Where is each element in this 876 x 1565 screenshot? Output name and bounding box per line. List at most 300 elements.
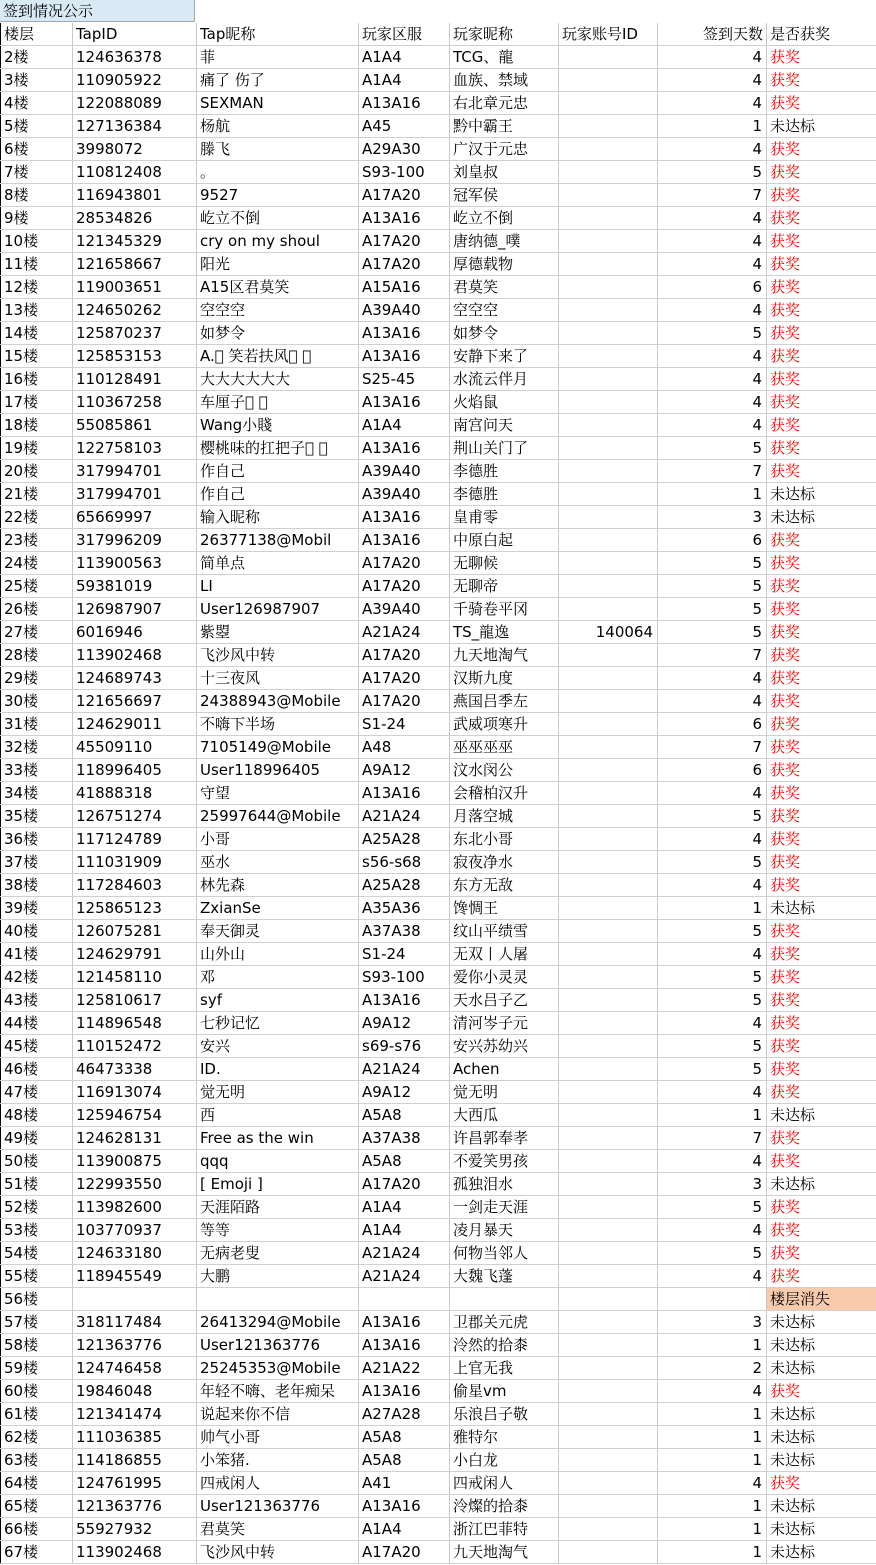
cell-account-id[interactable] bbox=[559, 1541, 658, 1564]
cell-player-nickname[interactable]: 汶水闵公 bbox=[450, 759, 559, 782]
cell-player-nickname[interactable]: 大魏飞蓬 bbox=[450, 1265, 559, 1288]
cell-server[interactable]: A17A20 bbox=[359, 690, 450, 713]
cell-award-status[interactable]: 获奖 bbox=[767, 1472, 876, 1495]
cell-tap-id[interactable]: 124629791 bbox=[73, 943, 197, 966]
cell-signin-days[interactable]: 5 bbox=[658, 805, 767, 828]
cell-tap-id[interactable]: 111036385 bbox=[73, 1426, 197, 1449]
cell-server[interactable]: A13A16 bbox=[359, 1495, 450, 1518]
cell-player-nickname[interactable]: 月落空城 bbox=[450, 805, 559, 828]
cell-player-nickname[interactable]: 皇甫零 bbox=[450, 506, 559, 529]
cell-signin-days[interactable]: 4 bbox=[658, 46, 767, 69]
cell-award-status[interactable]: 获奖 bbox=[767, 667, 876, 690]
cell-account-id[interactable] bbox=[559, 1449, 658, 1472]
cell-floor[interactable]: 49楼 bbox=[1, 1127, 73, 1150]
cell-server[interactable]: A39A40 bbox=[359, 460, 450, 483]
cell-signin-days[interactable]: 1 bbox=[658, 1449, 767, 1472]
cell-signin-days[interactable]: 1 bbox=[658, 1518, 767, 1541]
cell-signin-days[interactable]: 4 bbox=[658, 368, 767, 391]
cell-account-id[interactable] bbox=[559, 391, 658, 414]
cell-player-nickname[interactable]: 爱你小灵灵 bbox=[450, 966, 559, 989]
cell-signin-days[interactable]: 5 bbox=[658, 437, 767, 460]
cell-server[interactable]: A13A16 bbox=[359, 207, 450, 230]
cell-award-status[interactable]: 获奖 bbox=[767, 644, 876, 667]
cell-award-status[interactable]: 获奖 bbox=[767, 1127, 876, 1150]
cell-player-nickname[interactable]: 何物当邻人 bbox=[450, 1242, 559, 1265]
cell-award-status[interactable]: 未达标 bbox=[767, 1311, 876, 1334]
cell-player-nickname[interactable]: 浙江巴菲特 bbox=[450, 1518, 559, 1541]
cell-award-status[interactable]: 获奖 bbox=[767, 1380, 876, 1403]
cell-signin-days[interactable]: 4 bbox=[658, 828, 767, 851]
cell-award-status[interactable]: 获奖 bbox=[767, 575, 876, 598]
cell-signin-days[interactable]: 4 bbox=[658, 782, 767, 805]
cell-floor[interactable]: 57楼 bbox=[1, 1311, 73, 1334]
cell-player-nickname[interactable]: Achen bbox=[450, 1058, 559, 1081]
cell-floor[interactable]: 59楼 bbox=[1, 1357, 73, 1380]
cell-player-nickname[interactable]: 偷星vm bbox=[450, 1380, 559, 1403]
cell-signin-days[interactable]: 6 bbox=[658, 529, 767, 552]
cell-signin-days[interactable]: 1 bbox=[658, 1334, 767, 1357]
cell-account-id[interactable] bbox=[559, 644, 658, 667]
cell-player-nickname[interactable]: 巫巫巫巫 bbox=[450, 736, 559, 759]
cell-award-status[interactable]: 获奖 bbox=[767, 805, 876, 828]
cell-award-status[interactable]: 获奖 bbox=[767, 874, 876, 897]
cell-tap-id[interactable]: 124689743 bbox=[73, 667, 197, 690]
cell-tap-id[interactable]: 121341474 bbox=[73, 1403, 197, 1426]
cell-account-id[interactable] bbox=[559, 115, 658, 138]
cell-award-status[interactable]: 未达标 bbox=[767, 1104, 876, 1127]
cell-player-nickname[interactable]: 上官无我 bbox=[450, 1357, 559, 1380]
cell-server[interactable]: A37A38 bbox=[359, 920, 450, 943]
cell-signin-days[interactable]: 1 bbox=[658, 897, 767, 920]
cell-floor[interactable]: 33楼 bbox=[1, 759, 73, 782]
cell-server[interactable]: A1A4 bbox=[359, 1219, 450, 1242]
cell-floor[interactable]: 10楼 bbox=[1, 230, 73, 253]
cell-tap-id[interactable]: 118996405 bbox=[73, 759, 197, 782]
cell-tap-nickname[interactable]: 25245353@Mobile bbox=[197, 1357, 359, 1380]
cell-floor[interactable]: 35楼 bbox=[1, 805, 73, 828]
cell-floor[interactable]: 27楼 bbox=[1, 621, 73, 644]
cell-floor[interactable]: 23楼 bbox=[1, 529, 73, 552]
cell-tap-nickname[interactable]: 紫曌 bbox=[197, 621, 359, 644]
cell-tap-nickname[interactable]: 小笨猪. bbox=[197, 1449, 359, 1472]
cell-award-status[interactable]: 获奖 bbox=[767, 184, 876, 207]
cell-account-id[interactable] bbox=[559, 874, 658, 897]
cell-player-nickname[interactable]: 汉斯九度 bbox=[450, 667, 559, 690]
cell-award-status[interactable]: 获奖 bbox=[767, 368, 876, 391]
cell-player-nickname[interactable]: 千骑卷平冈 bbox=[450, 598, 559, 621]
cell-tap-id[interactable]: 122088089 bbox=[73, 92, 197, 115]
cell-account-id[interactable] bbox=[559, 851, 658, 874]
cell-player-nickname[interactable]: 荆山关门了 bbox=[450, 437, 559, 460]
cell-player-nickname[interactable]: 大西瓜 bbox=[450, 1104, 559, 1127]
cell-tap-nickname[interactable]: 空空空 bbox=[197, 299, 359, 322]
cell-signin-days[interactable]: 4 bbox=[658, 1472, 767, 1495]
cell-award-status[interactable]: 获奖 bbox=[767, 736, 876, 759]
cell-tap-nickname[interactable]: 26413294@Mobile bbox=[197, 1311, 359, 1334]
cell-floor[interactable]: 5楼 bbox=[1, 115, 73, 138]
cell-tap-nickname[interactable]: User121363776 bbox=[197, 1495, 359, 1518]
cell-award-status[interactable]: 获奖 bbox=[767, 299, 876, 322]
cell-tap-nickname[interactable]: 滕飞 bbox=[197, 138, 359, 161]
cell-server[interactable]: A17A20 bbox=[359, 667, 450, 690]
cell-floor[interactable]: 12楼 bbox=[1, 276, 73, 299]
cell-tap-nickname[interactable]: 守望 bbox=[197, 782, 359, 805]
cell-player-nickname[interactable]: 雅特尔 bbox=[450, 1426, 559, 1449]
cell-floor[interactable]: 62楼 bbox=[1, 1426, 73, 1449]
cell-tap-nickname[interactable]: User121363776 bbox=[197, 1334, 359, 1357]
cell-tap-nickname[interactable]: A. 笑若扶风 bbox=[197, 345, 359, 368]
cell-tap-id[interactable]: 125865123 bbox=[73, 897, 197, 920]
cell-tap-id[interactable]: 124629011 bbox=[73, 713, 197, 736]
cell-player-nickname[interactable]: 南宫问天 bbox=[450, 414, 559, 437]
cell-tap-id[interactable]: 126075281 bbox=[73, 920, 197, 943]
cell-player-nickname[interactable]: 刘皇叔 bbox=[450, 161, 559, 184]
cell-account-id[interactable] bbox=[559, 1265, 658, 1288]
cell-account-id[interactable] bbox=[559, 1242, 658, 1265]
cell-floor[interactable]: 47楼 bbox=[1, 1081, 73, 1104]
cell-floor[interactable]: 52楼 bbox=[1, 1196, 73, 1219]
cell-tap-nickname[interactable]: syf bbox=[197, 989, 359, 1012]
cell-tap-nickname[interactable]: 无病老叟 bbox=[197, 1242, 359, 1265]
cell-server[interactable]: A13A16 bbox=[359, 1380, 450, 1403]
cell-account-id[interactable] bbox=[559, 1380, 658, 1403]
cell-tap-id[interactable]: 124633180 bbox=[73, 1242, 197, 1265]
cell-floor[interactable]: 26楼 bbox=[1, 598, 73, 621]
cell-account-id[interactable] bbox=[559, 483, 658, 506]
cell-player-nickname[interactable] bbox=[450, 1288, 559, 1311]
cell-account-id[interactable] bbox=[559, 529, 658, 552]
cell-server[interactable]: A29A30 bbox=[359, 138, 450, 161]
cell-tap-nickname[interactable]: 林先森 bbox=[197, 874, 359, 897]
cell-floor[interactable]: 15楼 bbox=[1, 345, 73, 368]
cell-floor[interactable]: 14楼 bbox=[1, 322, 73, 345]
cell-signin-days[interactable]: 4 bbox=[658, 414, 767, 437]
cell-account-id[interactable] bbox=[559, 345, 658, 368]
cell-account-id[interactable] bbox=[559, 575, 658, 598]
cell-player-nickname[interactable]: TS_龍逸 bbox=[450, 621, 559, 644]
cell-floor[interactable]: 55楼 bbox=[1, 1265, 73, 1288]
cell-tap-nickname[interactable]: qqq bbox=[197, 1150, 359, 1173]
cell-server[interactable]: A21A24 bbox=[359, 621, 450, 644]
cell-tap-nickname[interactable]: 菲 bbox=[197, 46, 359, 69]
cell-tap-nickname[interactable]: cry on my shoul bbox=[197, 230, 359, 253]
cell-server[interactable]: A41 bbox=[359, 1472, 450, 1495]
cell-award-status[interactable]: 获奖 bbox=[767, 69, 876, 92]
cell-tap-id[interactable]: 46473338 bbox=[73, 1058, 197, 1081]
cell-server[interactable]: A13A16 bbox=[359, 437, 450, 460]
cell-server[interactable]: S93-100 bbox=[359, 966, 450, 989]
cell-tap-id[interactable] bbox=[73, 1288, 197, 1311]
cell-floor[interactable]: 36楼 bbox=[1, 828, 73, 851]
cell-tap-id[interactable]: 3998072 bbox=[73, 138, 197, 161]
cell-account-id[interactable] bbox=[559, 759, 658, 782]
cell-player-nickname[interactable]: 凌月暴天 bbox=[450, 1219, 559, 1242]
cell-account-id[interactable] bbox=[559, 92, 658, 115]
cell-tap-id[interactable]: 114186855 bbox=[73, 1449, 197, 1472]
cell-signin-days[interactable]: 7 bbox=[658, 736, 767, 759]
cell-account-id[interactable] bbox=[559, 1058, 658, 1081]
cell-server[interactable]: A37A38 bbox=[359, 1127, 450, 1150]
cell-tap-nickname[interactable]: 飞沙风中转 bbox=[197, 1541, 359, 1564]
cell-floor[interactable]: 37楼 bbox=[1, 851, 73, 874]
cell-tap-id[interactable]: 119003651 bbox=[73, 276, 197, 299]
cell-player-nickname[interactable]: 火焰鼠 bbox=[450, 391, 559, 414]
cell-signin-days[interactable]: 4 bbox=[658, 874, 767, 897]
cell-tap-id[interactable]: 55085861 bbox=[73, 414, 197, 437]
cell-account-id[interactable] bbox=[559, 1173, 658, 1196]
cell-tap-nickname[interactable]: 邓 bbox=[197, 966, 359, 989]
cell-tap-id[interactable]: 125870237 bbox=[73, 322, 197, 345]
cell-player-nickname[interactable]: 东方无敌 bbox=[450, 874, 559, 897]
cell-signin-days[interactable]: 4 bbox=[658, 230, 767, 253]
cell-award-status[interactable]: 获奖 bbox=[767, 966, 876, 989]
cell-account-id[interactable] bbox=[559, 460, 658, 483]
cell-player-nickname[interactable]: 九天地淘气 bbox=[450, 644, 559, 667]
cell-player-nickname[interactable]: 孤独泪水 bbox=[450, 1173, 559, 1196]
cell-tap-id[interactable]: 116913074 bbox=[73, 1081, 197, 1104]
cell-award-status[interactable]: 获奖 bbox=[767, 828, 876, 851]
cell-signin-days[interactable]: 4 bbox=[658, 943, 767, 966]
cell-tap-id[interactable]: 122758103 bbox=[73, 437, 197, 460]
cell-tap-nickname[interactable]: 奉天御灵 bbox=[197, 920, 359, 943]
cell-tap-id[interactable]: 41888318 bbox=[73, 782, 197, 805]
cell-award-status[interactable]: 获奖 bbox=[767, 782, 876, 805]
cell-award-status[interactable]: 未达标 bbox=[767, 1449, 876, 1472]
cell-tap-id[interactable]: 121363776 bbox=[73, 1334, 197, 1357]
cell-signin-days[interactable]: 1 bbox=[658, 1541, 767, 1564]
cell-signin-days[interactable]: 5 bbox=[658, 1196, 767, 1219]
cell-award-status[interactable]: 获奖 bbox=[767, 460, 876, 483]
cell-award-status[interactable]: 楼层消失 bbox=[767, 1288, 876, 1311]
cell-floor[interactable]: 39楼 bbox=[1, 897, 73, 920]
cell-floor[interactable]: 3楼 bbox=[1, 69, 73, 92]
cell-signin-days[interactable]: 4 bbox=[658, 1012, 767, 1035]
cell-player-nickname[interactable]: 唐纳德_噗 bbox=[450, 230, 559, 253]
cell-tap-nickname[interactable]: A15区君莫笑 bbox=[197, 276, 359, 299]
cell-player-nickname[interactable]: 会稽柏汉升 bbox=[450, 782, 559, 805]
cell-award-status[interactable]: 获奖 bbox=[767, 1196, 876, 1219]
cell-account-id[interactable] bbox=[559, 368, 658, 391]
cell-signin-days[interactable]: 6 bbox=[658, 713, 767, 736]
cell-tap-nickname[interactable]: 等等 bbox=[197, 1219, 359, 1242]
cell-floor[interactable]: 61楼 bbox=[1, 1403, 73, 1426]
cell-account-id[interactable] bbox=[559, 1357, 658, 1380]
cell-server[interactable]: A17A20 bbox=[359, 1173, 450, 1196]
cell-signin-days[interactable]: 1 bbox=[658, 1104, 767, 1127]
cell-signin-days[interactable]: 3 bbox=[658, 1311, 767, 1334]
cell-award-status[interactable]: 获奖 bbox=[767, 1265, 876, 1288]
cell-player-nickname[interactable]: 厚德载物 bbox=[450, 253, 559, 276]
cell-tap-nickname[interactable]: 安兴 bbox=[197, 1035, 359, 1058]
cell-player-nickname[interactable]: 无双丨人屠 bbox=[450, 943, 559, 966]
cell-award-status[interactable]: 获奖 bbox=[767, 276, 876, 299]
cell-tap-id[interactable]: 114896548 bbox=[73, 1012, 197, 1035]
cell-signin-days[interactable]: 1 bbox=[658, 1495, 767, 1518]
cell-floor[interactable]: 25楼 bbox=[1, 575, 73, 598]
cell-account-id[interactable] bbox=[559, 207, 658, 230]
cell-account-id[interactable] bbox=[559, 1219, 658, 1242]
cell-player-nickname[interactable]: 馋惆王 bbox=[450, 897, 559, 920]
cell-floor[interactable]: 38楼 bbox=[1, 874, 73, 897]
cell-award-status[interactable]: 获奖 bbox=[767, 391, 876, 414]
cell-server[interactable]: A13A16 bbox=[359, 529, 450, 552]
cell-award-status[interactable]: 获奖 bbox=[767, 529, 876, 552]
cell-signin-days[interactable]: 2 bbox=[658, 1357, 767, 1380]
cell-server[interactable]: A13A16 bbox=[359, 782, 450, 805]
cell-award-status[interactable]: 未达标 bbox=[767, 1173, 876, 1196]
cell-account-id[interactable] bbox=[559, 46, 658, 69]
cell-floor[interactable]: 66楼 bbox=[1, 1518, 73, 1541]
cell-player-nickname[interactable]: 君莫笑 bbox=[450, 276, 559, 299]
cell-floor[interactable]: 51楼 bbox=[1, 1173, 73, 1196]
cell-floor[interactable]: 6楼 bbox=[1, 138, 73, 161]
cell-server[interactable]: A9A12 bbox=[359, 759, 450, 782]
cell-tap-id[interactable]: 6016946 bbox=[73, 621, 197, 644]
cell-account-id[interactable] bbox=[559, 552, 658, 575]
cell-account-id[interactable] bbox=[559, 1196, 658, 1219]
cell-tap-nickname[interactable]: 山外山 bbox=[197, 943, 359, 966]
header-award-status[interactable]: 是否获奖 bbox=[767, 23, 876, 46]
cell-tap-nickname[interactable]: 7105149@Mobile bbox=[197, 736, 359, 759]
cell-player-nickname[interactable]: 冠军侯 bbox=[450, 184, 559, 207]
cell-server[interactable]: A5A8 bbox=[359, 1449, 450, 1472]
cell-signin-days[interactable]: 4 bbox=[658, 345, 767, 368]
cell-player-nickname[interactable]: 李德胜 bbox=[450, 460, 559, 483]
cell-floor[interactable]: 34楼 bbox=[1, 782, 73, 805]
cell-floor[interactable]: 42楼 bbox=[1, 966, 73, 989]
cell-tap-id[interactable]: 28534826 bbox=[73, 207, 197, 230]
cell-tap-id[interactable]: 103770937 bbox=[73, 1219, 197, 1242]
cell-award-status[interactable]: 未达标 bbox=[767, 483, 876, 506]
cell-signin-days[interactable]: 6 bbox=[658, 759, 767, 782]
cell-tap-id[interactable]: 125946754 bbox=[73, 1104, 197, 1127]
cell-server[interactable]: A9A12 bbox=[359, 1012, 450, 1035]
cell-floor[interactable]: 60楼 bbox=[1, 1380, 73, 1403]
cell-signin-days[interactable]: 5 bbox=[658, 920, 767, 943]
cell-award-status[interactable]: 获奖 bbox=[767, 1242, 876, 1265]
cell-tap-nickname[interactable]: 作自己 bbox=[197, 483, 359, 506]
cell-server[interactable]: A1A4 bbox=[359, 69, 450, 92]
cell-account-id[interactable] bbox=[559, 1035, 658, 1058]
cell-server[interactable]: S25-45 bbox=[359, 368, 450, 391]
cell-player-nickname[interactable]: 九天地淘气 bbox=[450, 1541, 559, 1564]
cell-signin-days[interactable]: 4 bbox=[658, 299, 767, 322]
cell-player-nickname[interactable]: 小白龙 bbox=[450, 1449, 559, 1472]
cell-account-id[interactable] bbox=[559, 1150, 658, 1173]
cell-player-nickname[interactable]: 安静下来了 bbox=[450, 345, 559, 368]
cell-award-status[interactable]: 未达标 bbox=[767, 1426, 876, 1449]
cell-signin-days[interactable]: 4 bbox=[658, 207, 767, 230]
cell-player-nickname[interactable]: 广汉于元忠 bbox=[450, 138, 559, 161]
cell-award-status[interactable]: 获奖 bbox=[767, 621, 876, 644]
cell-tap-id[interactable]: 118945549 bbox=[73, 1265, 197, 1288]
cell-account-id[interactable] bbox=[559, 1472, 658, 1495]
cell-player-nickname[interactable]: 无聊候 bbox=[450, 552, 559, 575]
cell-floor[interactable]: 20楼 bbox=[1, 460, 73, 483]
cell-signin-days[interactable]: 5 bbox=[658, 1035, 767, 1058]
cell-tap-nickname[interactable]: 小哥 bbox=[197, 828, 359, 851]
cell-tap-nickname[interactable]: LI bbox=[197, 575, 359, 598]
cell-player-nickname[interactable]: 清河岑子元 bbox=[450, 1012, 559, 1035]
cell-account-id[interactable] bbox=[559, 161, 658, 184]
cell-tap-id[interactable]: 110905922 bbox=[73, 69, 197, 92]
cell-account-id[interactable] bbox=[559, 966, 658, 989]
cell-server[interactable]: A5A8 bbox=[359, 1150, 450, 1173]
cell-player-nickname[interactable]: 血族、禁域 bbox=[450, 69, 559, 92]
cell-floor[interactable]: 8楼 bbox=[1, 184, 73, 207]
cell-tap-nickname[interactable]: 四戒闲人 bbox=[197, 1472, 359, 1495]
cell-signin-days[interactable]: 7 bbox=[658, 184, 767, 207]
cell-tap-nickname[interactable]: 屹立不倒 bbox=[197, 207, 359, 230]
cell-tap-nickname[interactable]: 七秒记忆 bbox=[197, 1012, 359, 1035]
cell-floor[interactable]: 58楼 bbox=[1, 1334, 73, 1357]
cell-player-nickname[interactable]: 四戒闲人 bbox=[450, 1472, 559, 1495]
cell-player-nickname[interactable]: 中原白起 bbox=[450, 529, 559, 552]
cell-tap-nickname[interactable]: ZxianSe bbox=[197, 897, 359, 920]
cell-signin-days[interactable]: 7 bbox=[658, 1127, 767, 1150]
cell-server[interactable]: A1A4 bbox=[359, 414, 450, 437]
cell-player-nickname[interactable]: 空空空 bbox=[450, 299, 559, 322]
cell-server[interactable]: A13A16 bbox=[359, 989, 450, 1012]
cell-tap-id[interactable]: 110152472 bbox=[73, 1035, 197, 1058]
cell-server[interactable]: A21A24 bbox=[359, 805, 450, 828]
cell-floor[interactable]: 7楼 bbox=[1, 161, 73, 184]
cell-award-status[interactable]: 获奖 bbox=[767, 138, 876, 161]
cell-signin-days[interactable]: 5 bbox=[658, 1242, 767, 1265]
cell-award-status[interactable]: 获奖 bbox=[767, 713, 876, 736]
cell-server[interactable]: A1A4 bbox=[359, 1518, 450, 1541]
cell-account-id[interactable] bbox=[559, 299, 658, 322]
cell-floor[interactable]: 31楼 bbox=[1, 713, 73, 736]
cell-account-id[interactable] bbox=[559, 1127, 658, 1150]
cell-floor[interactable]: 4楼 bbox=[1, 92, 73, 115]
cell-account-id[interactable] bbox=[559, 667, 658, 690]
cell-account-id[interactable] bbox=[559, 989, 658, 1012]
cell-server[interactable]: A5A8 bbox=[359, 1426, 450, 1449]
cell-tap-id[interactable]: 317994701 bbox=[73, 460, 197, 483]
cell-signin-days[interactable]: 3 bbox=[658, 506, 767, 529]
cell-server[interactable]: A13A16 bbox=[359, 92, 450, 115]
cell-signin-days[interactable]: 5 bbox=[658, 621, 767, 644]
cell-tap-id[interactable]: 113982600 bbox=[73, 1196, 197, 1219]
cell-award-status[interactable]: 未达标 bbox=[767, 1518, 876, 1541]
cell-signin-days[interactable]: 4 bbox=[658, 138, 767, 161]
cell-account-id[interactable] bbox=[559, 184, 658, 207]
cell-tap-nickname[interactable]: 。 bbox=[197, 161, 359, 184]
cell-server[interactable]: A27A28 bbox=[359, 1403, 450, 1426]
cell-account-id[interactable] bbox=[559, 1012, 658, 1035]
cell-server[interactable]: A17A20 bbox=[359, 644, 450, 667]
cell-signin-days[interactable]: 6 bbox=[658, 276, 767, 299]
cell-award-status[interactable]: 获奖 bbox=[767, 920, 876, 943]
cell-award-status[interactable]: 未达标 bbox=[767, 115, 876, 138]
cell-floor[interactable]: 29楼 bbox=[1, 667, 73, 690]
cell-tap-nickname[interactable]: 觉无明 bbox=[197, 1081, 359, 1104]
cell-tap-id[interactable]: 126987907 bbox=[73, 598, 197, 621]
cell-tap-id[interactable]: 65669997 bbox=[73, 506, 197, 529]
cell-server[interactable] bbox=[359, 1288, 450, 1311]
cell-tap-id[interactable]: 110812408 bbox=[73, 161, 197, 184]
cell-player-nickname[interactable]: 屹立不倒 bbox=[450, 207, 559, 230]
cell-tap-id[interactable]: 124761995 bbox=[73, 1472, 197, 1495]
cell-player-nickname[interactable]: 李德胜 bbox=[450, 483, 559, 506]
cell-account-id[interactable] bbox=[559, 1426, 658, 1449]
cell-tap-nickname[interactable]: SEXMAN bbox=[197, 92, 359, 115]
cell-tap-nickname[interactable]: 说起来你不信 bbox=[197, 1403, 359, 1426]
cell-account-id[interactable] bbox=[559, 1518, 658, 1541]
cell-tap-id[interactable]: 124650262 bbox=[73, 299, 197, 322]
cell-player-nickname[interactable]: TCG、龍 bbox=[450, 46, 559, 69]
